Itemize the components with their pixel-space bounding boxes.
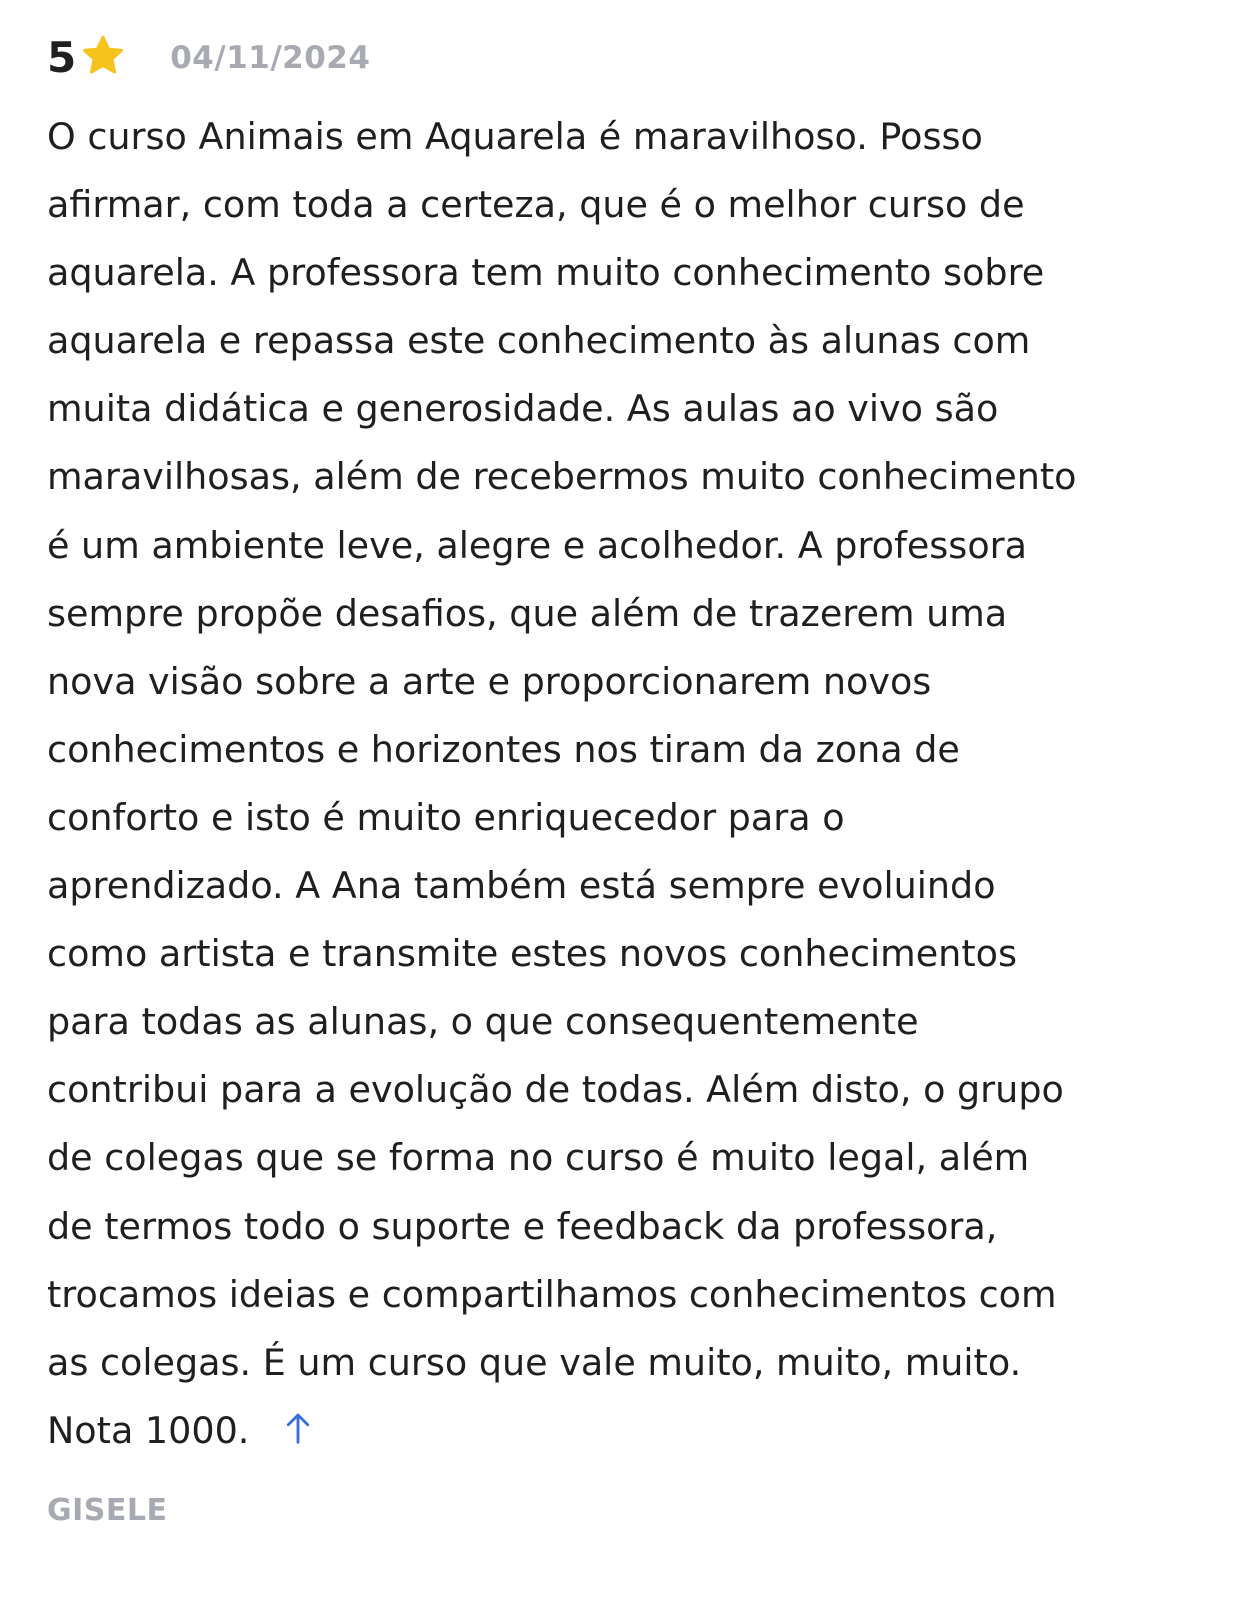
review-text-line: trocamos ideias e compartilhamos conhecimentos com: [47, 1272, 1057, 1316]
review-text-line: O curso Animais em Aquarela é maravilhoso. Posso: [47, 115, 983, 158]
star-icon: [80, 33, 126, 79]
review-text-line: muita didática e generosidade. As aulas ao vivo são: [47, 387, 999, 431]
review-text-line: aquarela e repassa este conhecimento às alunas com: [47, 319, 1031, 363]
review-text-line: é um ambiente leve, alegre e acolhedor. A professora: [47, 523, 1028, 567]
review-text-line: como artista e transmite estes novos conhecimentos: [47, 932, 1017, 976]
review-text-line: nova visão sobre a arte e proporcionarem novos: [47, 659, 932, 703]
review-text: [47, 103, 1197, 1465]
review-text-last-line: [47, 1397, 1197, 1465]
review-text-line: as colegas. É um curso que vale muito, muito, muito.: [47, 1340, 1022, 1384]
review-text-line: aquarela. A professora tem muito conhecimento sobre: [47, 251, 1045, 295]
arrow-up-icon[interactable]: [285, 1411, 311, 1445]
review-text-line: sempre propõe desafios, que além de trazerem uma: [47, 591, 1008, 635]
review-text-line: contribui para a evolução de todas. Além disto, o grupo: [47, 1068, 1064, 1112]
review-text-line: maravilhosas, além de recebermos muito conhecimento: [47, 455, 1077, 499]
rating-value: 5: [47, 33, 77, 82]
review-text-line: de termos todo o suporte e feedback da professora,: [47, 1204, 998, 1248]
review-text-line: para todas as alunas, o que consequentemente: [47, 1000, 919, 1044]
review-header: [47, 30, 370, 86]
reviewer-name: GISELE: [47, 1493, 168, 1528]
review-text-line: afirmar, com toda a certeza, que é o melhor curso de: [47, 183, 1025, 227]
review-text-line: Nota 1000.: [47, 1408, 250, 1452]
review-text-line: conforto e isto é muito enriquecedor para o: [47, 795, 845, 839]
review-text-line: aprendizado. A Ana também está sempre evoluindo: [47, 864, 996, 908]
review-text-line: de colegas que se forma no curso é muito legal, além: [47, 1136, 1030, 1180]
review-date: 04/11/2024: [170, 40, 371, 76]
review-text-line: conhecimentos e horizontes nos tiram da zona de: [47, 727, 960, 771]
